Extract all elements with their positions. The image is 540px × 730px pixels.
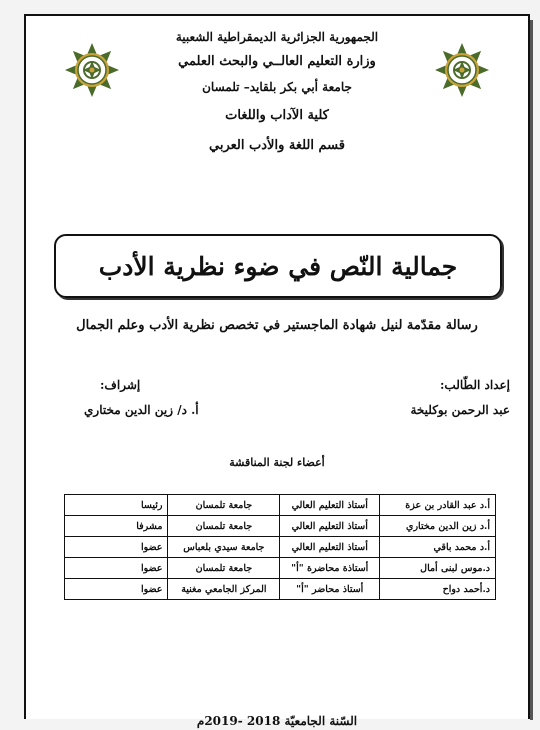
jury-member-role: عضوا	[65, 558, 168, 579]
jury-member-rank: أستاذ التعليم العالي	[280, 516, 380, 537]
faculty-line: كلية الآداب واللغات	[225, 108, 329, 124]
jury-member-name: أ.د عبد القادر بن عزة	[380, 495, 496, 516]
republic-line: الجمهورية الجزائرية الديمقراطية الشعبية	[175, 30, 379, 44]
jury-table	[64, 494, 496, 600]
student-name: عبد الرحمن بوكليخة	[410, 403, 510, 417]
jury-member-name: أ.د زين الدين مختاري	[380, 516, 496, 537]
jury-member-institution: جامعة سيدي بلعباس	[168, 537, 280, 558]
jury-member-institution: جامعة تلمسان	[168, 558, 280, 579]
jury-member-role: رئيسا	[65, 495, 168, 516]
academic-year: السّنة الجامعيّة 2018 -2019م	[196, 714, 358, 728]
jury-member-institution: المركز الجامعي مغنية	[168, 579, 280, 600]
jury-member-name: د.موس لبنى أمال	[380, 558, 496, 579]
table-row	[65, 537, 496, 558]
ministry-line: وزارة التعليم العالــي والبحث العلمي	[178, 54, 376, 70]
table-row	[65, 558, 496, 579]
university-line: جامعة أبي بكر بلقايد– تلمسان	[202, 79, 352, 94]
jury-member-role: عضوا	[65, 537, 168, 558]
supervisor-label: إشراف:	[100, 378, 141, 392]
university-emblem-icon	[64, 42, 120, 98]
jury-member-institution: جامعة تلمسان	[168, 495, 280, 516]
jury-member-rank: أستاذ محاضر "أ"	[280, 579, 380, 600]
committee-title: أعضاء لجنة المناقشة	[229, 456, 325, 469]
supervisor-name: أ. د/ زين الدين مختاري	[84, 403, 199, 417]
table-row	[65, 579, 496, 600]
jury-member-name: د.أحمد دواح	[380, 579, 496, 600]
jury-member-rank: أستاذ التعليم العالي	[280, 537, 380, 558]
document-page	[24, 14, 530, 728]
jury-member-rank: أستاذة محاضرة "أ"	[280, 558, 380, 579]
thesis-subtitle: رسالة مقدّمة لنيل شهادة الماجستير في تخصص نظرية الأدب وعلم الجمال	[76, 318, 478, 333]
jury-member-role: مشرفا	[65, 516, 168, 537]
jury-member-institution: جامعة تلمسان	[168, 516, 280, 537]
table-row	[65, 516, 496, 537]
university-emblem-icon	[434, 42, 490, 98]
jury-member-role: عضوا	[65, 579, 168, 600]
jury-member-name: أ.د محمد باقي	[380, 537, 496, 558]
prepared-by-label: إعداد الطّالب:	[439, 378, 510, 392]
jury-member-rank: أستاذ التعليم العالي	[280, 495, 380, 516]
table-row	[65, 495, 496, 516]
page-shadow	[530, 20, 533, 720]
department-line: قسم اللغة والأدب العربي	[209, 137, 345, 153]
thesis-title-box	[54, 234, 502, 298]
thesis-title: جمالية النّص في ضوء نظرية الأدب	[98, 251, 458, 281]
